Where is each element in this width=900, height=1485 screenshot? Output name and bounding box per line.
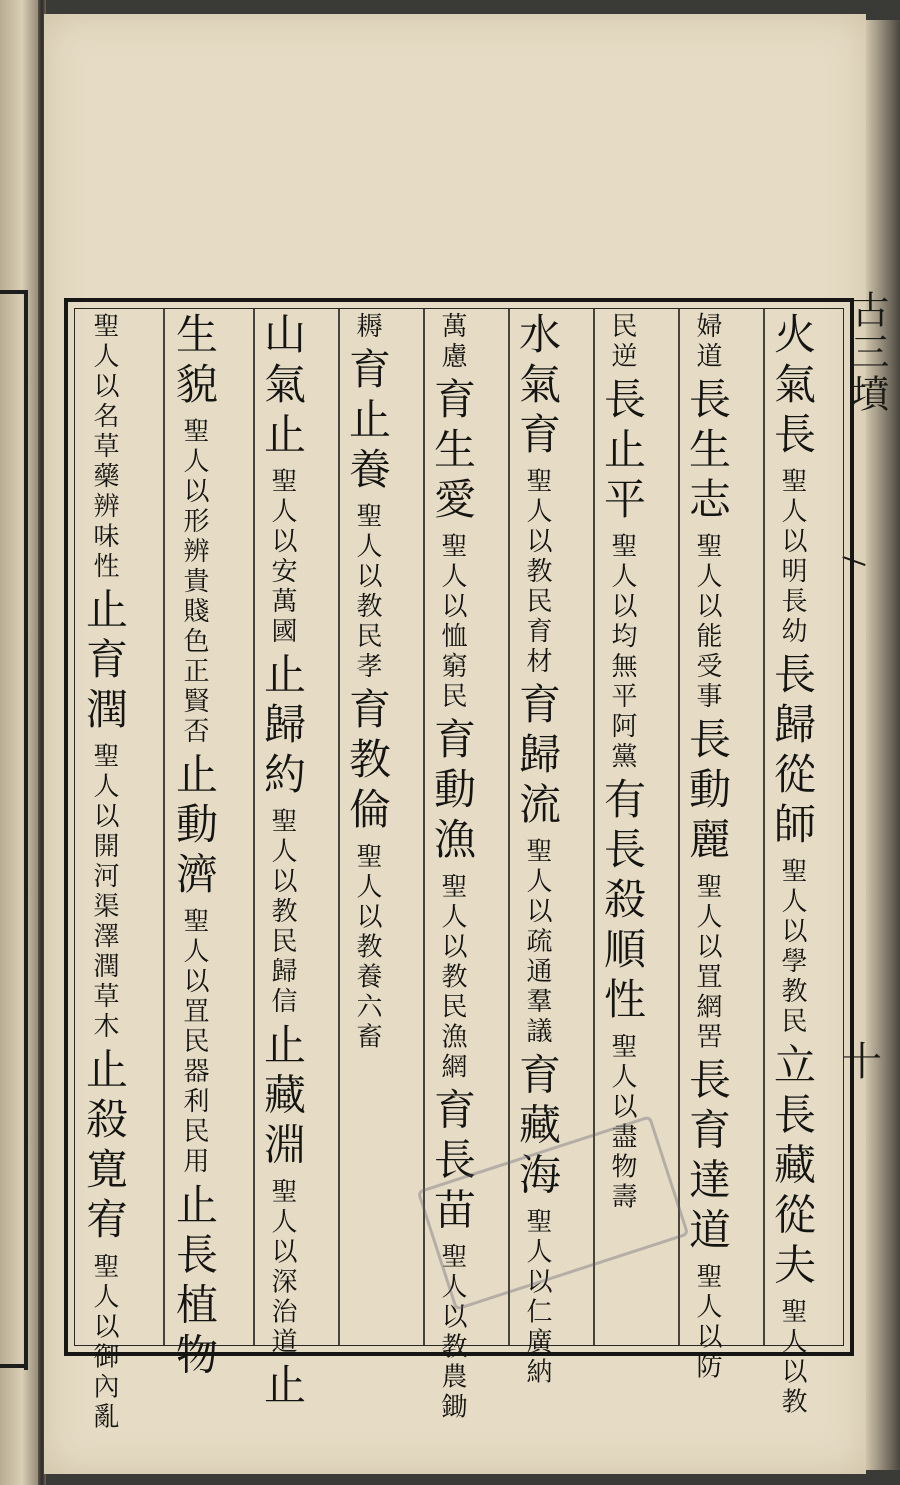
main-text: 長動麗 [683, 717, 732, 868]
text-column-6 [343, 312, 392, 1053]
main-text: 有長殺順性 [598, 777, 647, 1028]
text-column-8 [170, 312, 219, 1383]
main-text: 長止平 [598, 377, 647, 528]
text-column-1 [768, 312, 817, 1418]
column-rule [338, 308, 340, 1346]
column-rule [763, 308, 765, 1346]
main-text: 生貌 [170, 312, 219, 412]
annotation-text: 婦道 [692, 312, 722, 372]
main-text: 長歸從師 [768, 652, 817, 853]
column-rule [678, 308, 680, 1346]
annotation-text: 耨 [352, 312, 382, 342]
annotation-text: 聖人以安萬國 [267, 467, 297, 648]
facing-page-frame-rule [0, 290, 28, 1370]
annotation-text: 聖人以形辨貴賤色正賢否 [179, 417, 209, 748]
column-rule [253, 308, 255, 1346]
annotation-text: 聖人以均無平阿黨 [607, 532, 637, 773]
annotation-text: 聖人以教民歸信 [267, 807, 297, 1018]
main-text: 水氣育 [513, 312, 562, 462]
main-text: 山氣止 [258, 312, 307, 462]
text-column-3 [598, 312, 647, 1213]
main-text: 育動漁 [428, 717, 477, 868]
main-text: 止歸約 [258, 652, 307, 803]
annotation-text: 聖人以能受事 [692, 532, 722, 713]
main-text: 火氣長 [768, 312, 817, 462]
annotation-text: 聖人以恤窮民 [437, 532, 467, 713]
annotation-text: 聖人以名草藥辨味性 [89, 312, 119, 582]
annotation-text: 聖人以御內亂 [89, 1252, 119, 1433]
main-text: 育教倫 [343, 687, 392, 838]
text-column-2 [683, 312, 732, 1383]
annotation-text: 民逆 [607, 312, 637, 372]
main-text: 止 [258, 1362, 307, 1413]
main-text: 育生愛 [428, 377, 477, 528]
main-text: 育止養 [343, 347, 392, 498]
main-text: 止殺寛宥 [80, 1047, 129, 1248]
folio-number: 十 [842, 1039, 882, 1085]
main-text: 育藏海 [513, 1052, 562, 1203]
running-title: 古三墳 [845, 290, 889, 416]
annotation-text: 聖人以教民孝 [352, 502, 382, 683]
main-text: 育歸流 [513, 682, 562, 833]
main-text: 止藏淵 [258, 1022, 307, 1173]
annotation-text: 聖人以教農鋤 [437, 1242, 467, 1423]
text-column-7 [258, 312, 307, 1413]
page-fore-edge [866, 20, 900, 1470]
annotation-text: 聖人以教民育材 [522, 467, 552, 678]
annotation-text: 聖人以深治道 [267, 1177, 297, 1358]
column-rule [163, 308, 165, 1346]
annotation-text: 聖人以罝民器利民用 [179, 907, 209, 1178]
annotation-text: 聖人以開河渠澤潤草木 [89, 742, 119, 1043]
annotation-text: 聖人以教養六畜 [352, 842, 382, 1053]
main-text: 立長藏從夫 [768, 1042, 817, 1293]
annotation-text: 聖人以仁廣納 [522, 1207, 552, 1388]
facing-page-bottom-rule [0, 1364, 28, 1368]
main-text: 止長植物 [170, 1182, 219, 1383]
annotation-text: 聖人以明長幼 [777, 467, 807, 648]
main-text: 止育潤 [80, 587, 129, 738]
main-text: 長生志 [683, 377, 732, 528]
annotation-text: 聖人以學教民 [777, 857, 807, 1038]
main-text: 止動濟 [170, 752, 219, 903]
annotation-text: 聖人以罝網罟 [692, 872, 722, 1053]
main-text: 長育達道 [683, 1057, 732, 1258]
annotation-text: 萬慮 [437, 312, 467, 372]
annotation-text: 聖人以盡物壽 [607, 1032, 637, 1213]
annotation-text: 聖人以防 [692, 1262, 722, 1383]
annotation-text: 聖人以教 [777, 1297, 807, 1418]
annotation-text: 聖人以教民漁網 [437, 872, 467, 1083]
annotation-text: 聖人以疏通羣議 [522, 837, 552, 1048]
main-text: 育長苗 [428, 1087, 477, 1238]
facing-page-fragment [0, 0, 40, 1485]
text-column-9 [80, 312, 129, 1433]
